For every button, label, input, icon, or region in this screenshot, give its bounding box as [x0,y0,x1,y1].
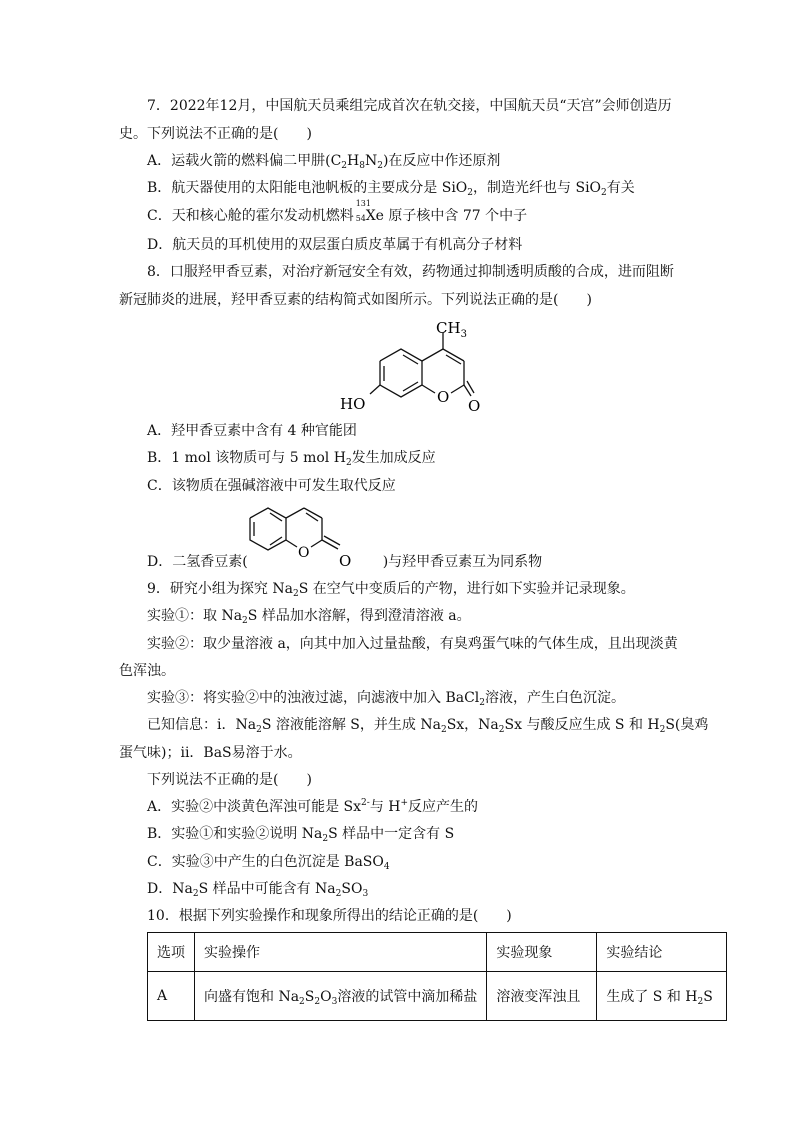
q7-option-a: A．运载火箭的燃料偏二甲肼$(C_2H_8N_2)$在反应中作还原剂 [147,153,501,171]
q8-option-d: D．二氢香豆素( )与羟甲香豆素互为同系物 [147,554,543,570]
header-phenomenon: 实验现象 [487,933,597,972]
header-option: 选项 [148,933,195,972]
q8-stem-line1: 8．口服羟甲香豆素，对治疗新冠安全有效，药物通过抑制透明质酸的合成，进而阻断 [147,264,674,280]
q9-option-d: D．$Na_2S$ 样品中可能含有 $Na_2SO_3$ [147,881,369,899]
row-phenomenon-cell: 溶液变浑浊且 [487,972,597,1021]
row-option-cell: A [148,972,195,1021]
dihydro-carbonyl-oxygen-label: O [339,552,352,570]
table-row [148,972,727,1021]
ring-oxygen-label: O [437,388,450,406]
q8-option-a: A．羟甲香豆素中含有 4 种官能团 [147,423,357,439]
xenon-isotope-notation: 131 54 [355,199,371,223]
carbonyl-oxygen-label: O [468,397,481,415]
dihydro-ring-oxygen-label: O [298,545,310,561]
q7-option-b: B．航天器使用的太阳能电池帆板的主要成分是 SiO$_2$，制造光纤也与 SiO$_2$有关 [147,180,635,198]
header-operation: 实验操作 [195,933,487,972]
row-operation-cell: 向盛有饱和 $Na_2S_2O_3$溶液的试管中滴加稀盐 [195,972,487,1021]
q9-experiment-3: 实验③：将实验②中的浊液过滤，向滤液中加入 BaCl$_2$溶液，产生白色沉淀。 [147,690,626,708]
q10-table [147,932,727,1021]
q10-stem: 10．根据下列实验操作和现象所得出的结论正确的是( ) [147,908,512,924]
q9-stem: 9．研究小组为探究 $Na_2S$ 在空气中变质后的产物，进行如下实验并记录现象。 [147,581,635,599]
q9-known-info-line2: 蛋气味)；ii．BaS易溶于水。 [119,745,302,761]
q7-option-d: D．航天员的耳机使用的双层蛋白质皮革属于有机高分子材料 [147,237,523,253]
header-conclusion: 实验结论 [597,933,727,972]
q7-stem-line2: 史。下列说法不正确的是( ) [119,126,312,142]
q9-question: 下列说法不正确的是( ) [147,772,312,788]
q9-experiment-2-line1: 实验②：取少量溶液 a，向其中加入过量盐酸，有臭鸡蛋气味的气体生成，且出现淡黄 [147,636,678,652]
q8-option-c: C．该物质在强碱溶液中可发生取代反应 [147,478,396,494]
hydroxymethylcoumarin-structure [330,312,510,422]
q8-option-b: B．1 mol 该物质可与 5 mol $H_2$发生加成反应 [147,450,436,468]
q9-experiment-2-line2: 色浑浊。 [119,663,175,679]
q9-option-a: A．实验②中淡黄色浑浊可能是 $Sx^{2-}$与 H+反应产生的 [147,798,479,815]
q9-option-c: C．实验③中产生的白色沉淀是 BaSO$_4$ [147,854,390,872]
table-header-row [148,933,727,972]
q7-stem-line1: 7．2022年12月，中国航天员乘组完成首次在轨交接，中国航天员“天宫”会师创造历 [147,98,672,114]
q9-known-info-line1: 已知信息：i．$Na_2S$ 溶液能溶解 S，并生成 $Na_2Sx$，$Na_2Sx$ 与酸反应生成 S 和 $H_2S$(臭鸡 [147,717,709,735]
q9-option-b: B．实验①和实验②说明 $Na_2S$ 样品中一定含有 S [147,826,455,844]
row-conclusion-cell: 生成了 S 和 $H_2S$ [597,972,727,1021]
q7-option-c: C．天和核心舱的霍尔发动机燃料 131 54 Xe 原子核中含 77 个中子 [147,199,528,224]
methyl-label: $CH_3$ [436,319,467,340]
hydroxyl-label: HO [340,395,366,413]
q9-experiment-1: 实验①：取 $Na_2S$ 样品加水溶解，得到澄清溶液 a。 [147,608,471,626]
q8-stem-line2: 新冠肺炎的进展，羟甲香豆素的结构简式如图所示。下列说法正确的是( ) [119,292,592,308]
